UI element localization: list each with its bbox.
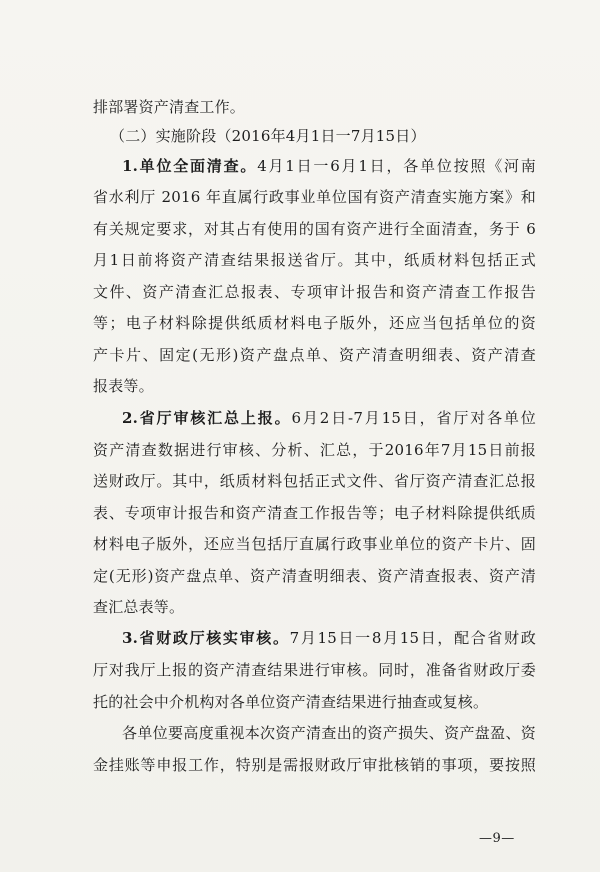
text-line: 月1日前将资产清查结果报送省厅。其中，纸质材料包括正式 <box>93 251 536 269</box>
text-line: 金挂账等申报工作，特别是需报财政厅审批核销的事项，要按照 <box>93 756 536 774</box>
paragraph-2-line-1 <box>122 408 536 428</box>
text-line: 查汇总表等。 <box>93 598 185 616</box>
paragraph-1-line-1 <box>122 156 536 176</box>
text-line: 省水利厅 2016 年直属行政事业单位国有资产清查实施方案》和 <box>93 188 536 206</box>
text-line: 托的社会中介机构对各单位资产清查结果进行抽查或复核。 <box>93 693 489 711</box>
text-line: 文件、资产清查汇总报表、专项审计报告和资产清查工作报告 <box>93 283 536 301</box>
paragraph-2-heading: 2.省厅审核汇总上报。 <box>122 409 292 427</box>
paragraph-3-line-1 <box>122 628 536 648</box>
text-line: 报表等。 <box>93 377 154 395</box>
page-number: —9— <box>479 831 515 846</box>
paragraph-2-text: 6月2日-7月15日，省厅对各单位 <box>291 409 536 427</box>
paragraph-3-text: 7月15日一8月15日，配合省财政 <box>289 629 536 647</box>
text-line: 各单位要高度重视本次资产清查出的资产损失、资产盘盈、资 <box>122 724 536 742</box>
text-line: 送财政厅。其中，纸质材料包括正式文件、省厅资产清查汇总报 <box>93 472 536 490</box>
text-line: 定(无形)资产盘点单、资产清查明细表、资产清查报表、资产清 <box>93 567 536 585</box>
text-line: 材料电子版外，还应当包括厅直属行政事业单位的资产卡片、固 <box>93 535 536 553</box>
text-line: 等；电子材料除提供纸质材料电子版外，还应当包括单位的资 <box>93 314 536 332</box>
paragraph-1-heading: 1.单位全面清查。 <box>122 157 258 175</box>
text-line: 产卡片、固定(无形)资产盘点单、资产清查明细表、资产清查 <box>93 346 536 364</box>
paragraph-1-text: 4月1日一6月1日，各单位按照《河南 <box>257 157 536 175</box>
text-line: 厅对我厅上报的资产清查结果进行审核。同时，准备省财政厅委 <box>93 661 536 679</box>
text-line: 资产清查数据进行审核、分析、汇总，于2016年7月15日前报 <box>93 441 536 459</box>
text-line: 排部署资产清查工作。 <box>93 98 246 116</box>
paragraph-3-heading: 3.省财政厅核实审核。 <box>122 629 290 647</box>
section-heading: （二）实施阶段（2016年4月1日一7月15日） <box>110 127 426 145</box>
text-line: 有关规定要求，对其占有使用的国有资产进行全面清查，务于 6 <box>93 220 536 238</box>
text-line: 表、专项审计报告和资产清查工作报告等；电子材料除提供纸质 <box>93 504 536 522</box>
